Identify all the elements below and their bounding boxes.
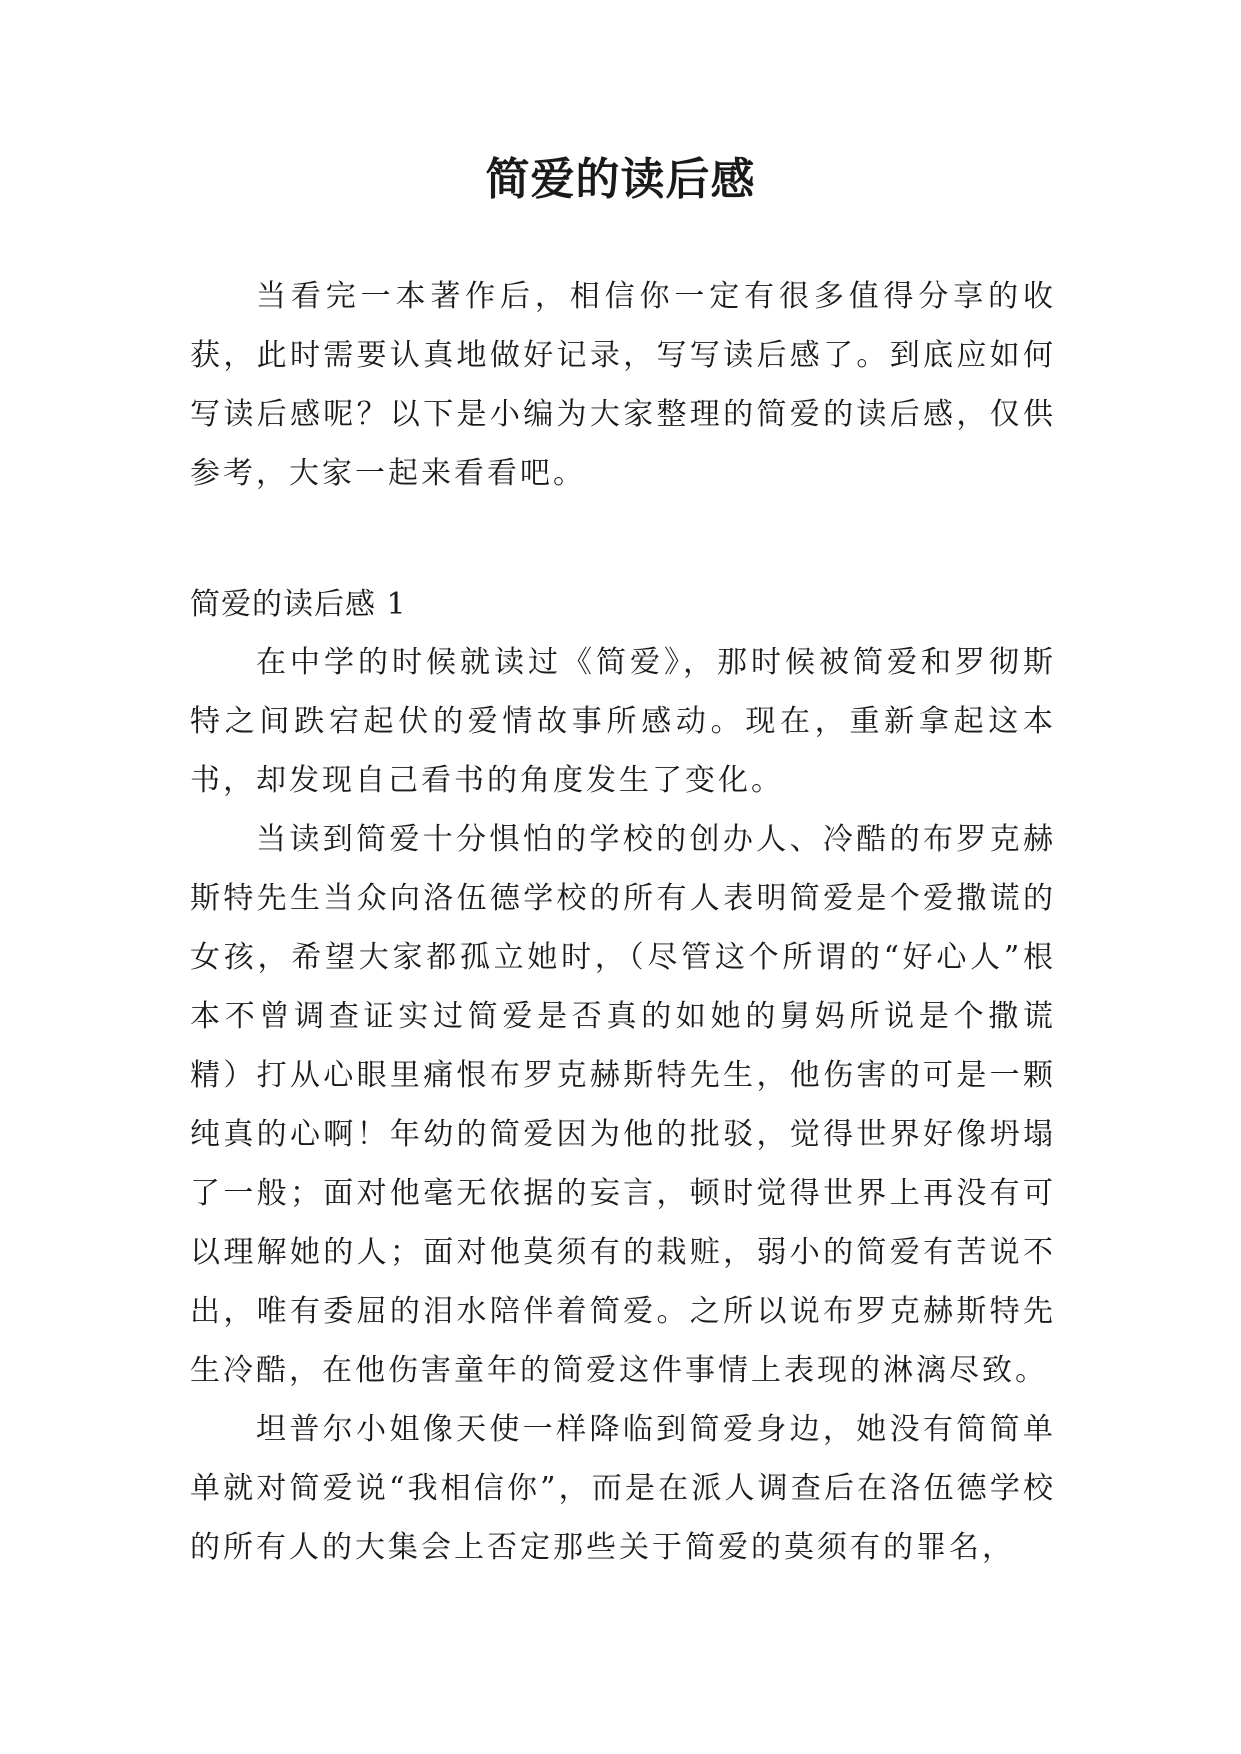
section-heading: 简爱的读后感 1 [190,587,407,622]
document-title: 简爱的读后感 [485,154,756,205]
body-paragraph-1: 在中学的时候就读过《简爱》，那时候被简爱和罗彻斯特之间跌宕起伏的爱情故事所感动。现在，重新拿起这本书，却发现自己看书的角度发生了变化。 [190,645,1056,798]
intro-paragraph: 当看完一本著作后，相信你一定有很多值得分享的收获，此时需要认真地做好记录，写写读后感了。到底应如何写读后感呢？以下是小编为大家整理的简爱的读后感，仅供参考，大家一起来看看吧。 [190,279,1056,491]
intro-block [190,267,1056,503]
body-paragraph-3: 坦普尔小姐像天使一样降临到简爱身边，她没有简简单单就对简爱说“我相信你”，而是在派人调查后在洛伍德学校的所有人的大集会上否定那些关于简爱的莫须有的罪名， [190,1412,1056,1565]
content-block [190,633,1056,1577]
body-paragraph-2: 当读到简爱十分惧怕的学校的创办人、冷酷的布罗克赫斯特先生当众向洛伍德学校的所有人表明简爱是个爱撒谎的女孩，希望大家都孤立她时，（尽管这个所谓的“好心人”根本不曾调查证实过简爱是否真的如她的舅妈所说是个撒谎精）打从心眼里痛恨布罗克赫斯特先生，他伤害的可是一颗纯真的心啊！年幼的简爱因为他的批驳，觉得世界好像坍塌了一般；面对他毫无依据的妄言，顿时觉得世界上再没有可以理解她的人；面对他莫须有的栽赃，弱小的简爱有苦说不出，唯有委屈的泪水陪伴着简爱。之所以说布罗克赫斯特先生冷酷，在他伤害童年的简爱这件事情上表现的淋漓尽致。 [190,822,1056,1388]
